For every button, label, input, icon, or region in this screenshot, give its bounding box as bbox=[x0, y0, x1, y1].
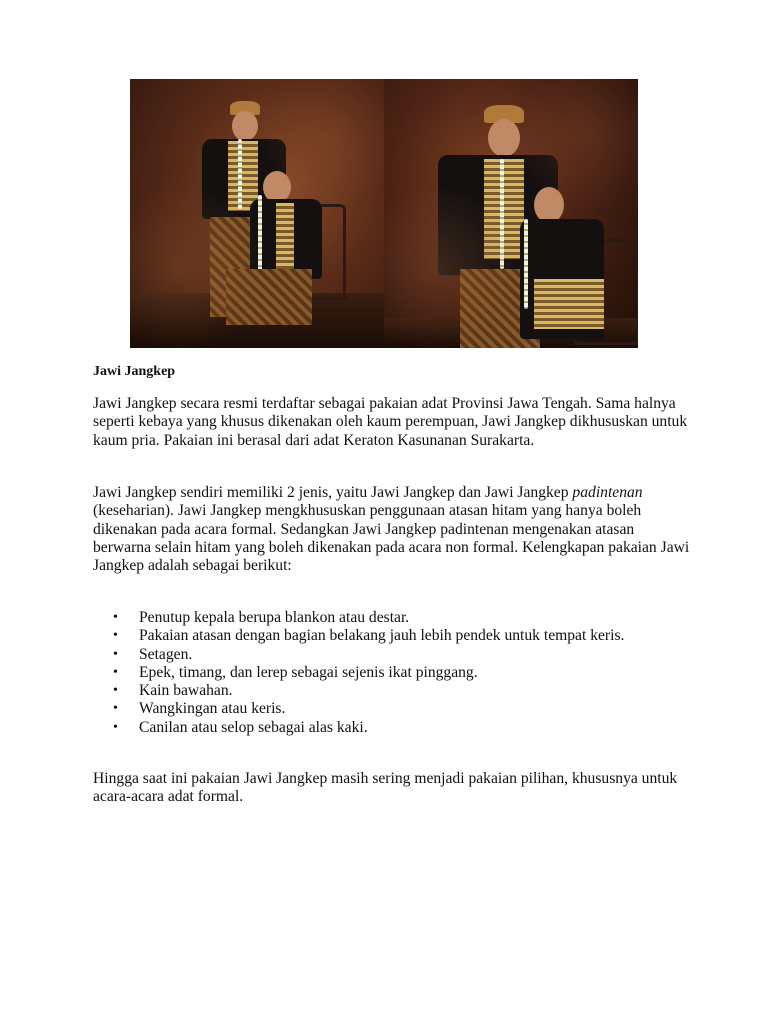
list-item: • Penutup kepala berupa blankon atau destar. bbox=[113, 609, 673, 627]
list-item: • Setagen. bbox=[113, 646, 673, 664]
list-item: • Epek, timang, dan lerep sebagai sejenis ikat pinggang. bbox=[113, 664, 673, 682]
woman-head bbox=[263, 171, 291, 203]
man-blangkon bbox=[484, 105, 524, 123]
paragraph-types-end: (keseharian). Jawi Jangkep mengkhususkan penggunaan atasan hitam yang hanya boleh dikenakan pada acara formal. Sedangkan Jawi Jangkep padintenan mengenakan atasan berwarna selain hitam yang boleh dikenakan pada acara non formal. Kelengkapan pakaian Jawi Jangkep adalah sebagai berikut: bbox=[93, 502, 690, 575]
man-jacket bbox=[438, 155, 558, 275]
man-head bbox=[488, 119, 520, 157]
woman-kebaya-trim bbox=[534, 279, 604, 329]
man-garland bbox=[238, 139, 242, 209]
man-jacket-trim bbox=[484, 159, 524, 259]
man-sarong bbox=[210, 217, 276, 317]
list-item: • Wangkingan atau keris. bbox=[113, 700, 673, 718]
photo-panel-right bbox=[384, 79, 638, 348]
woman-kebaya bbox=[520, 219, 604, 339]
man-jacket bbox=[202, 139, 286, 219]
couple-photo bbox=[130, 79, 638, 348]
woman-head bbox=[534, 187, 564, 223]
italic-term: padintenan bbox=[572, 484, 643, 501]
woman-garland bbox=[524, 219, 528, 309]
list-item: • Pakaian atasan dengan bagian belakang jauh lebih pendek untuk tempat keris. bbox=[113, 627, 673, 645]
woman-kebaya-trim bbox=[276, 203, 294, 273]
woman-sarong bbox=[226, 269, 312, 325]
chair bbox=[574, 239, 638, 345]
photo-floor bbox=[384, 318, 638, 348]
section-heading: Jawi Jangkep bbox=[93, 364, 176, 379]
man-garland bbox=[500, 159, 504, 269]
woman-garland bbox=[258, 195, 262, 275]
list-item: • Kain bawahan. bbox=[113, 682, 673, 700]
man-sarong bbox=[460, 269, 540, 348]
photo-floor bbox=[130, 293, 384, 348]
equipment-list bbox=[113, 609, 673, 737]
man-jacket-trim bbox=[228, 141, 258, 211]
list-item: • Canilan atau selop sebagai alas kaki. bbox=[113, 719, 673, 737]
paragraph-conclusion: Hingga saat ini pakaian Jawi Jangkep masih sering menjadi pakaian pilihan, khususnya untuk acara-acara adat formal. bbox=[93, 770, 678, 806]
paragraph-types-start: Jawi Jangkep sendiri memiliki 2 jenis, yaitu Jawi Jangkep dan Jawi Jangkep bbox=[93, 484, 573, 501]
man-blangkon bbox=[230, 101, 260, 115]
woman-kebaya bbox=[250, 199, 322, 279]
chair bbox=[280, 204, 346, 300]
photo-panel-left bbox=[130, 79, 384, 348]
paragraph-intro: Jawi Jangkep secara resmi terdaftar sebagai pakaian adat Provinsi Jawa Tengah. Sama halnya seperti kebaya yang khusus dikenakan oleh kaum perempuan, Jawi Jangkep dikhususkan untuk kaum pria. Pakaian ini berasal dari adat Keraton Kasunanan Surakarta. bbox=[93, 395, 688, 449]
man-head bbox=[232, 111, 258, 141]
paragraph-types bbox=[93, 484, 693, 575]
